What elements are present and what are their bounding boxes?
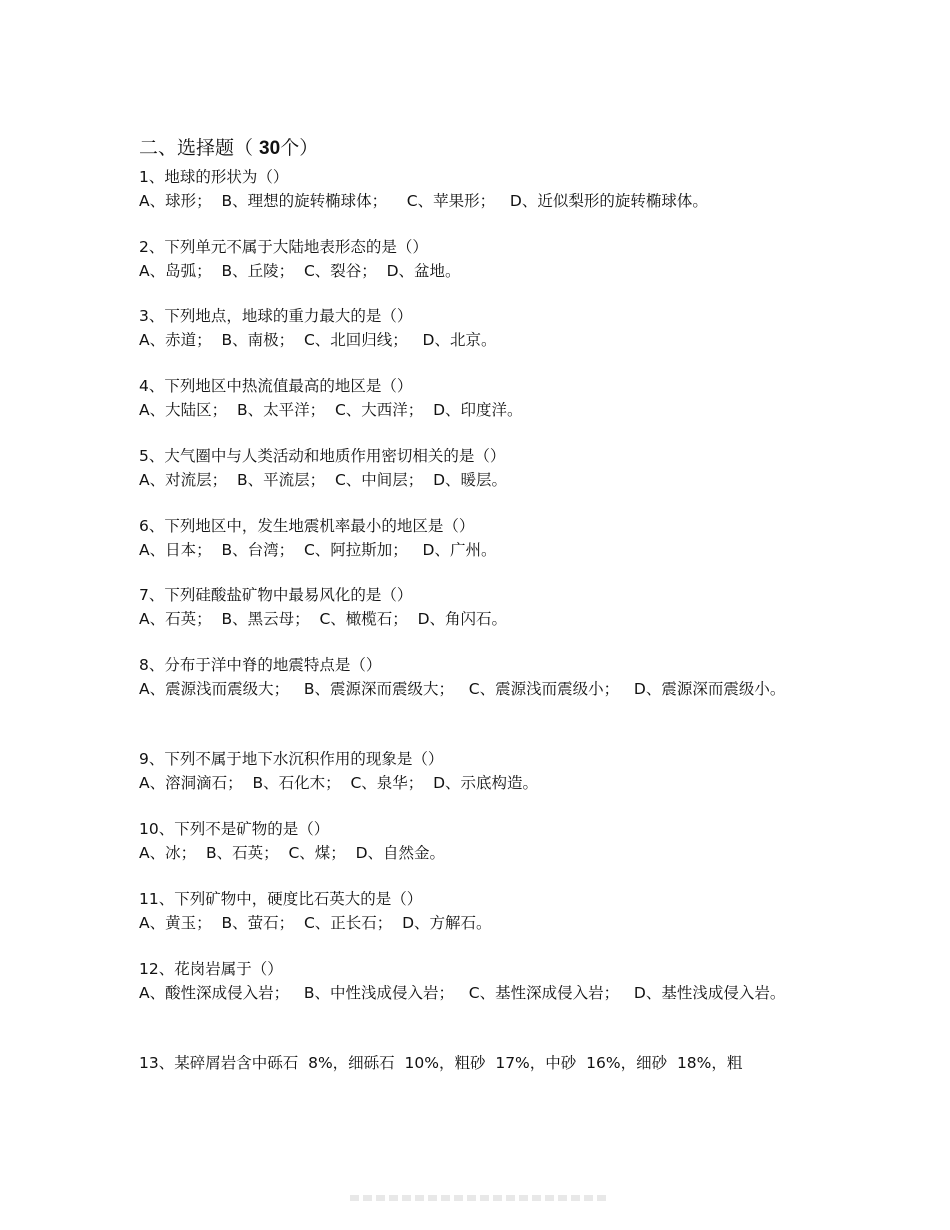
question-3 [139, 304, 809, 352]
question-options: A、震源浅而震级大； B、震源深而震级大； C、震源浅而震级小； D、震源深而震级小。 [139, 680, 786, 698]
question-options: A、黄玉； B、萤石； C、正长石； D、方解石。 [139, 914, 492, 932]
question-2 [139, 235, 809, 283]
question-4 [139, 374, 809, 422]
question-stem: 10、下列不是矿物的是（） [139, 820, 330, 838]
question-options: A、球形； B、理想的旋转椭球体； C、苹果形； D、近似梨形的旋转椭球体。 [139, 192, 708, 210]
question-options: A、冰； B、石英； C、煤； D、自然金。 [139, 844, 446, 862]
question-11 [139, 887, 809, 935]
question-stem: 2、下列单元不属于大陆地表形态的是（） [139, 238, 428, 256]
question-options: A、日本； B、台湾； C、阿拉斯加； D、广州。 [139, 541, 497, 559]
question-9 [139, 747, 809, 795]
question-stem: 1、地球的形状为（） [139, 168, 289, 186]
question-5 [139, 444, 809, 492]
question-stem: 12、花岗岩属于（） [139, 960, 283, 978]
question-8 [139, 653, 809, 701]
question-7 [139, 583, 809, 631]
question-stem: 6、下列地区中，发生地震机率最小的地区是（） [139, 517, 475, 535]
question-10 [139, 817, 809, 865]
section-title-suffix: 个） [280, 137, 319, 159]
question-stem: 4、下列地区中热流值最高的地区是（） [139, 377, 413, 395]
question-stem: 8、分布于洋中脊的地震特点是（） [139, 656, 382, 674]
question-options: A、石英； B、黑云母； C、橄榄石； D、角闪石。 [139, 610, 508, 628]
section-title [139, 134, 318, 163]
question-stem: 11、下列矿物中，硬度比石英大的是（） [139, 890, 423, 908]
question-options: A、溶洞滴石； B、石化木； C、泉华； D、示底构造。 [139, 774, 539, 792]
question-count: 30 [259, 138, 281, 159]
question-options: A、赤道； B、南极； C、北回归线； D、北京。 [139, 331, 497, 349]
question-1 [139, 165, 809, 213]
question-options: A、岛弧； B、丘陵； C、裂谷； D、盆地。 [139, 262, 461, 280]
question-stem: 5、大气圈中与人类活动和地质作用密切相关的是（） [139, 447, 506, 465]
faint-footer-watermark [350, 1195, 610, 1201]
question-options: A、大陆区； B、太平洋； C、大西洋； D、印度洋。 [139, 401, 523, 419]
section-title-prefix: 二、选择题（ [139, 137, 260, 159]
question-13 [139, 1051, 809, 1075]
question-stem: 3、下列地点，地球的重力最大的是（） [139, 307, 413, 325]
question-options: A、酸性深成侵入岩； B、中性浅成侵入岩； C、基性深成侵入岩； D、基性浅成侵入岩。 [139, 984, 786, 1002]
question-6 [139, 514, 809, 562]
question-stem: 9、下列不属于地下水沉积作用的现象是（） [139, 750, 444, 768]
question-options: A、对流层； B、平流层； C、中间层； D、暖层。 [139, 471, 508, 489]
question-stem: 13、某碎屑岩含中砾石 8%，细砾石 10%，粗砂 17%，中砂 16%，细砂 18%，粗 [139, 1054, 743, 1072]
question-12 [139, 957, 809, 1005]
question-stem: 7、下列硅酸盐矿物中最易风化的是（） [139, 586, 413, 604]
